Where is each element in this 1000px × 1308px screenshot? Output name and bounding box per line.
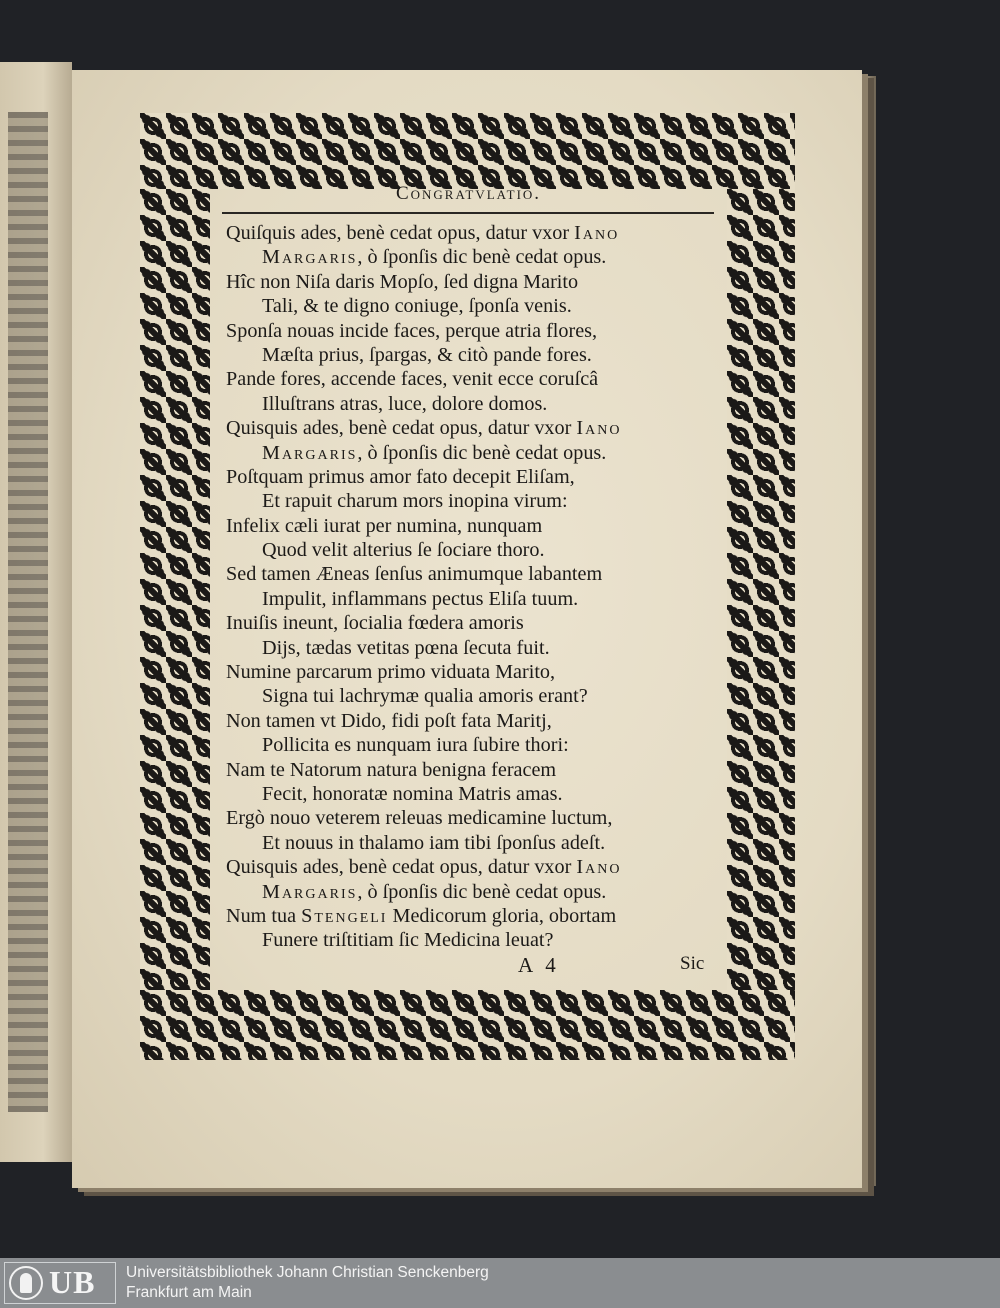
poem-line-text: Quod velit alterius ſe ſociare thoro. bbox=[262, 539, 545, 562]
poem-line-text: Medicorum gloria, obortam bbox=[387, 904, 617, 927]
poem-line bbox=[226, 221, 726, 245]
poem-line bbox=[226, 928, 726, 952]
poem-line bbox=[226, 319, 726, 343]
poem-line-text: , ò ſponſis dic benè cedat opus. bbox=[357, 880, 607, 903]
poem-line-text: Infelix cæli iurat per numina, nunquam bbox=[226, 514, 543, 537]
poem-line bbox=[226, 733, 726, 757]
poem-line-text: , ò ſponſis dic benè cedat opus. bbox=[357, 246, 607, 269]
poem-line-text: Sed tamen Æneas ſenſus animumque labantem bbox=[226, 563, 603, 586]
poem-line bbox=[226, 587, 726, 611]
library-logo[interactable] bbox=[4, 1262, 116, 1304]
poem-line-text: Sponſa nouas incide faces, perque atria flores, bbox=[226, 319, 598, 342]
head-rule bbox=[222, 212, 714, 214]
poem-line bbox=[226, 514, 726, 538]
catchword: Sic bbox=[680, 953, 705, 974]
poem-line-text: Fecit, honoratæ nomina Matris amas. bbox=[262, 782, 563, 805]
poem-line-text: Et rapuit charum mors inopina virum: bbox=[262, 490, 568, 513]
poem-line bbox=[226, 489, 726, 513]
poem-line-text: Signa tui lachrymæ qualia amoris erant? bbox=[262, 685, 588, 708]
poem-line-text: Ergò nouo veterem releuas medicamine luctum, bbox=[226, 807, 613, 830]
poem-line bbox=[226, 880, 726, 904]
poem-line bbox=[226, 343, 726, 367]
poem-line bbox=[226, 806, 726, 830]
running-head: Congratvlatio. bbox=[395, 183, 542, 204]
library-location: Frankfurt am Main bbox=[126, 1284, 252, 1301]
ornament-border-bottom bbox=[140, 990, 795, 1060]
ornament-border-top bbox=[140, 113, 795, 189]
poem-line bbox=[226, 684, 726, 708]
poem-line bbox=[226, 636, 726, 660]
poem-line-text: Pollicita es nunquam iura ſubire thori: bbox=[262, 734, 569, 757]
ornament-border-left bbox=[140, 189, 210, 990]
ornament-border-right bbox=[727, 189, 795, 990]
poem-line-text: Et nouus in thalamo iam tibi ſponſus adeſt. bbox=[262, 831, 606, 854]
poem-line bbox=[226, 709, 726, 733]
poem-line-text: Inuiſis ineunt, ſocialia fœdera amoris bbox=[226, 612, 524, 635]
poem-name-smallcaps: Margaris bbox=[262, 441, 358, 464]
poem-line bbox=[226, 367, 726, 391]
poem-line-text: Mæſta prius, ſpargas, & citò pande fores. bbox=[262, 343, 592, 366]
poem-name-smallcaps: Iano bbox=[576, 856, 622, 879]
poem-line-text: Nam te Natorum natura benigna feracem bbox=[226, 758, 557, 781]
poem-line bbox=[226, 562, 726, 586]
poem-line-text: Funere triſtitiam ſic Medicina leuat? bbox=[262, 929, 554, 952]
poem-line-text: Hîc non Niſa daris Mopſo, ſed digna Marito bbox=[226, 270, 579, 293]
facing-page bbox=[0, 62, 72, 1162]
poem-line-text: Non tamen vt Dido, fidi poſt fata Maritj, bbox=[226, 709, 552, 732]
poem-line-text: Pande fores, accende faces, venit ecce coruſcâ bbox=[226, 368, 599, 391]
poem-line bbox=[226, 782, 726, 806]
poem-line bbox=[226, 831, 726, 855]
seal-icon bbox=[9, 1266, 43, 1300]
poem-name-smallcaps: Margaris bbox=[262, 246, 358, 269]
poem-line-text: Poſtquam primus amor fato decepit Eliſam, bbox=[226, 465, 575, 488]
poem-name-smallcaps: Margaris bbox=[262, 880, 358, 903]
poem-line bbox=[226, 904, 726, 928]
library-name: Universitätsbibliothek Johann Christian Senckenberg bbox=[126, 1264, 489, 1281]
poem-line bbox=[226, 611, 726, 635]
poem-name-smallcaps: Iano bbox=[574, 222, 620, 244]
footer-bar bbox=[0, 1258, 1000, 1308]
poem-text bbox=[226, 221, 726, 953]
poem-line-text: Tali, & te digno coniuge, ſponſa venis. bbox=[262, 295, 572, 318]
poem-line bbox=[226, 245, 726, 269]
poem-line bbox=[226, 392, 726, 416]
poem-line bbox=[226, 758, 726, 782]
poem-line-text: Num tua bbox=[226, 904, 302, 927]
poem-line bbox=[226, 441, 726, 465]
poem-line bbox=[226, 294, 726, 318]
poem-line bbox=[226, 465, 726, 489]
poem-line-text: Quisquis ades, benè cedat opus, datur vxor bbox=[226, 417, 577, 440]
facing-page-ornament bbox=[8, 112, 48, 1112]
poem-name-smallcaps: Iano bbox=[576, 417, 622, 440]
poem-line-text: Impulit, inflammans pectus Eliſa tuum. bbox=[262, 587, 579, 610]
poem-name-smallcaps: Stengeli bbox=[301, 904, 388, 927]
poem-line-text: Quisquis ades, benè cedat opus, datur vxor bbox=[226, 856, 577, 879]
poem-line-text: Quiſquis ades, benè cedat opus, datur vxor bbox=[226, 222, 575, 244]
poem-line bbox=[226, 270, 726, 294]
poem-line-text: , ò ſponſis dic benè cedat opus. bbox=[357, 441, 607, 464]
poem-line bbox=[226, 660, 726, 684]
poem-line-text: Numine parcarum primo viduata Marito, bbox=[226, 661, 556, 684]
poem-line bbox=[226, 416, 726, 440]
signature-mark: A 4 bbox=[518, 953, 560, 977]
poem-line bbox=[226, 538, 726, 562]
logo-text: UB bbox=[49, 1264, 96, 1300]
page-edge bbox=[862, 76, 876, 1186]
poem-line-text: Illuſtrans atras, luce, dolore domos. bbox=[262, 392, 548, 415]
poem-line bbox=[226, 855, 726, 879]
poem-line-text: Dijs, tædas vetitas pœna ſecuta fuit. bbox=[262, 636, 550, 659]
